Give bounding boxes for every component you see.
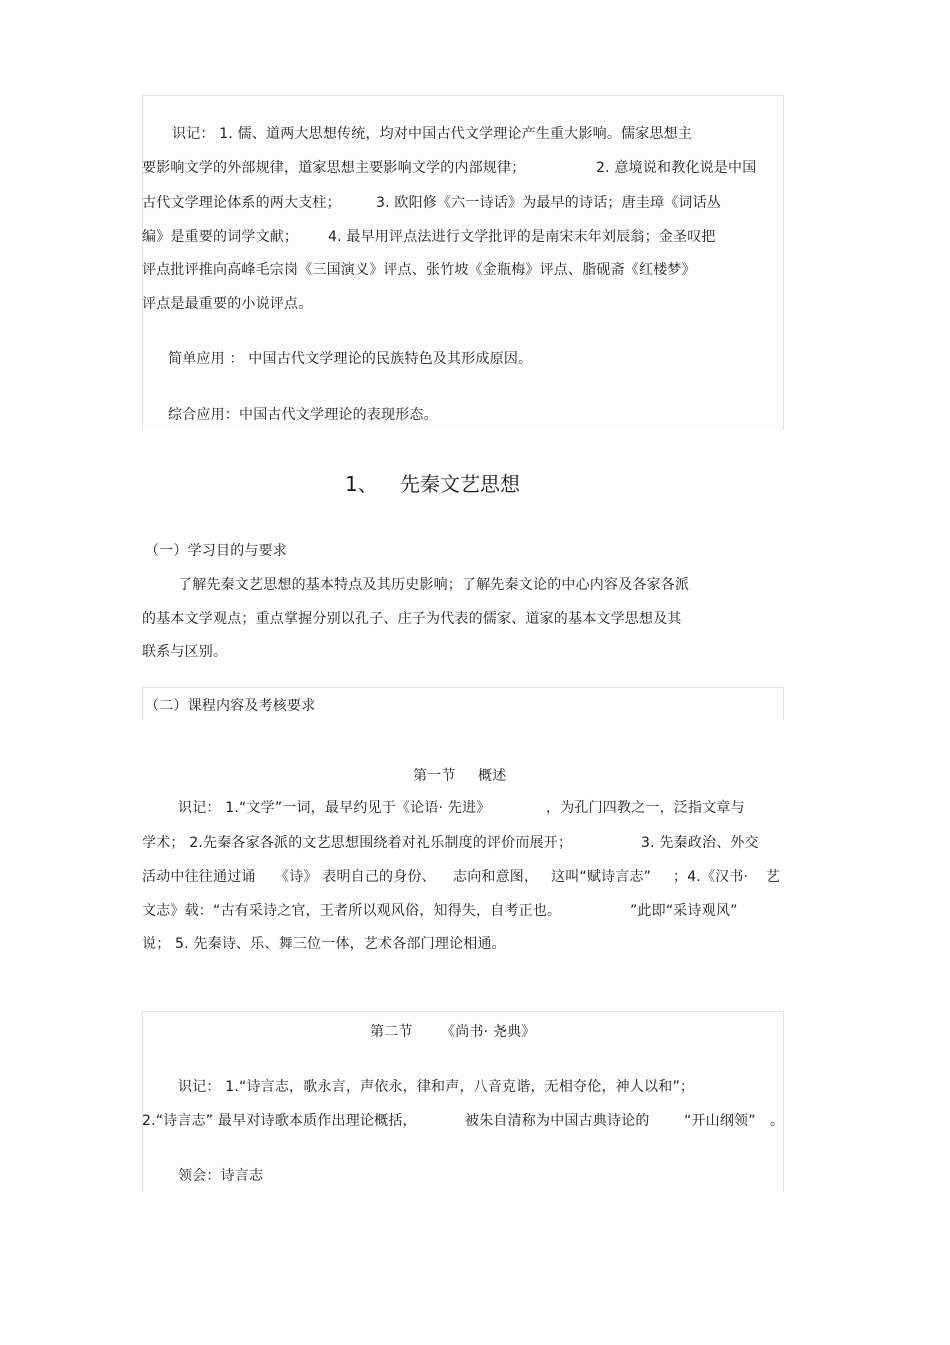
- goals-line-3: 联系与区别。: [142, 644, 228, 660]
- section-heading-goals: （一）学习目的与要求: [145, 543, 287, 559]
- comprehensive-application: 综合应用：中国古代文学理论的表现形态。: [168, 407, 438, 423]
- recall-line-3: 古代文学理论体系的两大支柱；: [142, 195, 341, 211]
- recall-line-4: 编》是重要的词学文献；: [142, 229, 299, 245]
- chapter-title: 先秦文艺思想: [400, 472, 520, 496]
- recall-line-2b: 2. 意境说和教化说是中国: [596, 160, 757, 176]
- part1-line-3c: 志向和意图，: [453, 869, 539, 885]
- recall-line-1: 识记： 1. 儒、道两大思想传统，均对中国古代文学理论产生重大影响。儒家思想主: [172, 126, 693, 142]
- simple-application: 简单应用 ： 中国古代文学理论的民族特色及其形成原因。: [168, 351, 533, 367]
- recall-line-6: 评点是最重要的小说评点。: [142, 296, 313, 312]
- goals-line-1: 了解先秦文艺思想的基本特点及其历史影响；了解先秦文论的中心内容及各家各派: [178, 577, 690, 593]
- part1-line-2a: 学术； 2.先秦各家各派的文艺思想围绕着对礼乐制度的评价而展开；: [142, 835, 573, 851]
- chapter-number: 1、: [345, 472, 378, 496]
- part2-label: 第二节: [370, 1024, 413, 1040]
- part1-line-3f: 艺: [766, 869, 781, 885]
- recall-line-4b: 4. 最早用评点法进行文学批评的是南宋末年刘辰翁；金圣叹把: [328, 229, 716, 245]
- part1-line-3e: ；4.《汉书·: [673, 869, 749, 885]
- part2-line-2d: 。: [770, 1113, 785, 1129]
- part2-comprehend: 领会：诗言志: [178, 1168, 264, 1184]
- part1-label: 第一节: [413, 768, 456, 784]
- recall-line-2: 要影响文学的外部规律，道家思想主要影响文学的内部规律；: [142, 160, 526, 176]
- part1-line-2b: 3. 先秦政治、外交: [641, 835, 759, 851]
- part2-name: 《尚书· 尧典》: [441, 1024, 536, 1040]
- part1-line-5: 说； 5. 先秦诗、乐、舞三位一体，艺术各部门理论相通。: [142, 936, 506, 952]
- part1-line-4b: ”此即“采诗观风”: [630, 903, 738, 919]
- section-heading-content: （二）课程内容及考核要求: [145, 698, 316, 714]
- goals-line-2: 的基本文学观点；重点掌握分别以孔子、庄子为代表的儒家、道家的基本文学思想及其: [142, 611, 682, 627]
- part1-line-4a: 文志》载：“古有采诗之官，王者所以观风俗，知得失，自考正也。: [142, 903, 562, 919]
- recall-line-5: 评点批评推向高峰毛宗岗《三国演义》评点、张竹坡《金瓶梅》评点、脂砚斋《红楼梦》: [142, 262, 696, 278]
- part2-line-1: 识记： 1.“诗言志，歌永言，声依永，律和声，八音克谐，无相夺伦，神人以和”；: [178, 1079, 695, 1095]
- part1-line-3b: 《诗》 表明自己的身份、: [275, 869, 436, 885]
- part1-line-1b: ，为孔门四教之一，泛指文章与: [546, 800, 745, 816]
- part1-line-3d: 这叫“赋诗言志”: [551, 869, 652, 885]
- part2-line-2c: “开山纲领”: [684, 1113, 756, 1129]
- part1-name: 概述: [478, 768, 507, 784]
- part1-line-1a: 识记： 1.“文学”一词，最早约见于《论语· 先进》: [178, 800, 491, 816]
- part1-line-3a: 活动中往往通过诵: [142, 869, 256, 885]
- part2-line-2b: 被朱自清称为中国古典诗论的: [465, 1113, 650, 1129]
- part2-line-2a: 2.“诗言志” 最早对诗歌本质作出理论概括，: [142, 1113, 417, 1129]
- recall-line-3b: 3. 欧阳修《六一诗话》为最早的诗话；唐圭璋《词话丛: [376, 195, 722, 211]
